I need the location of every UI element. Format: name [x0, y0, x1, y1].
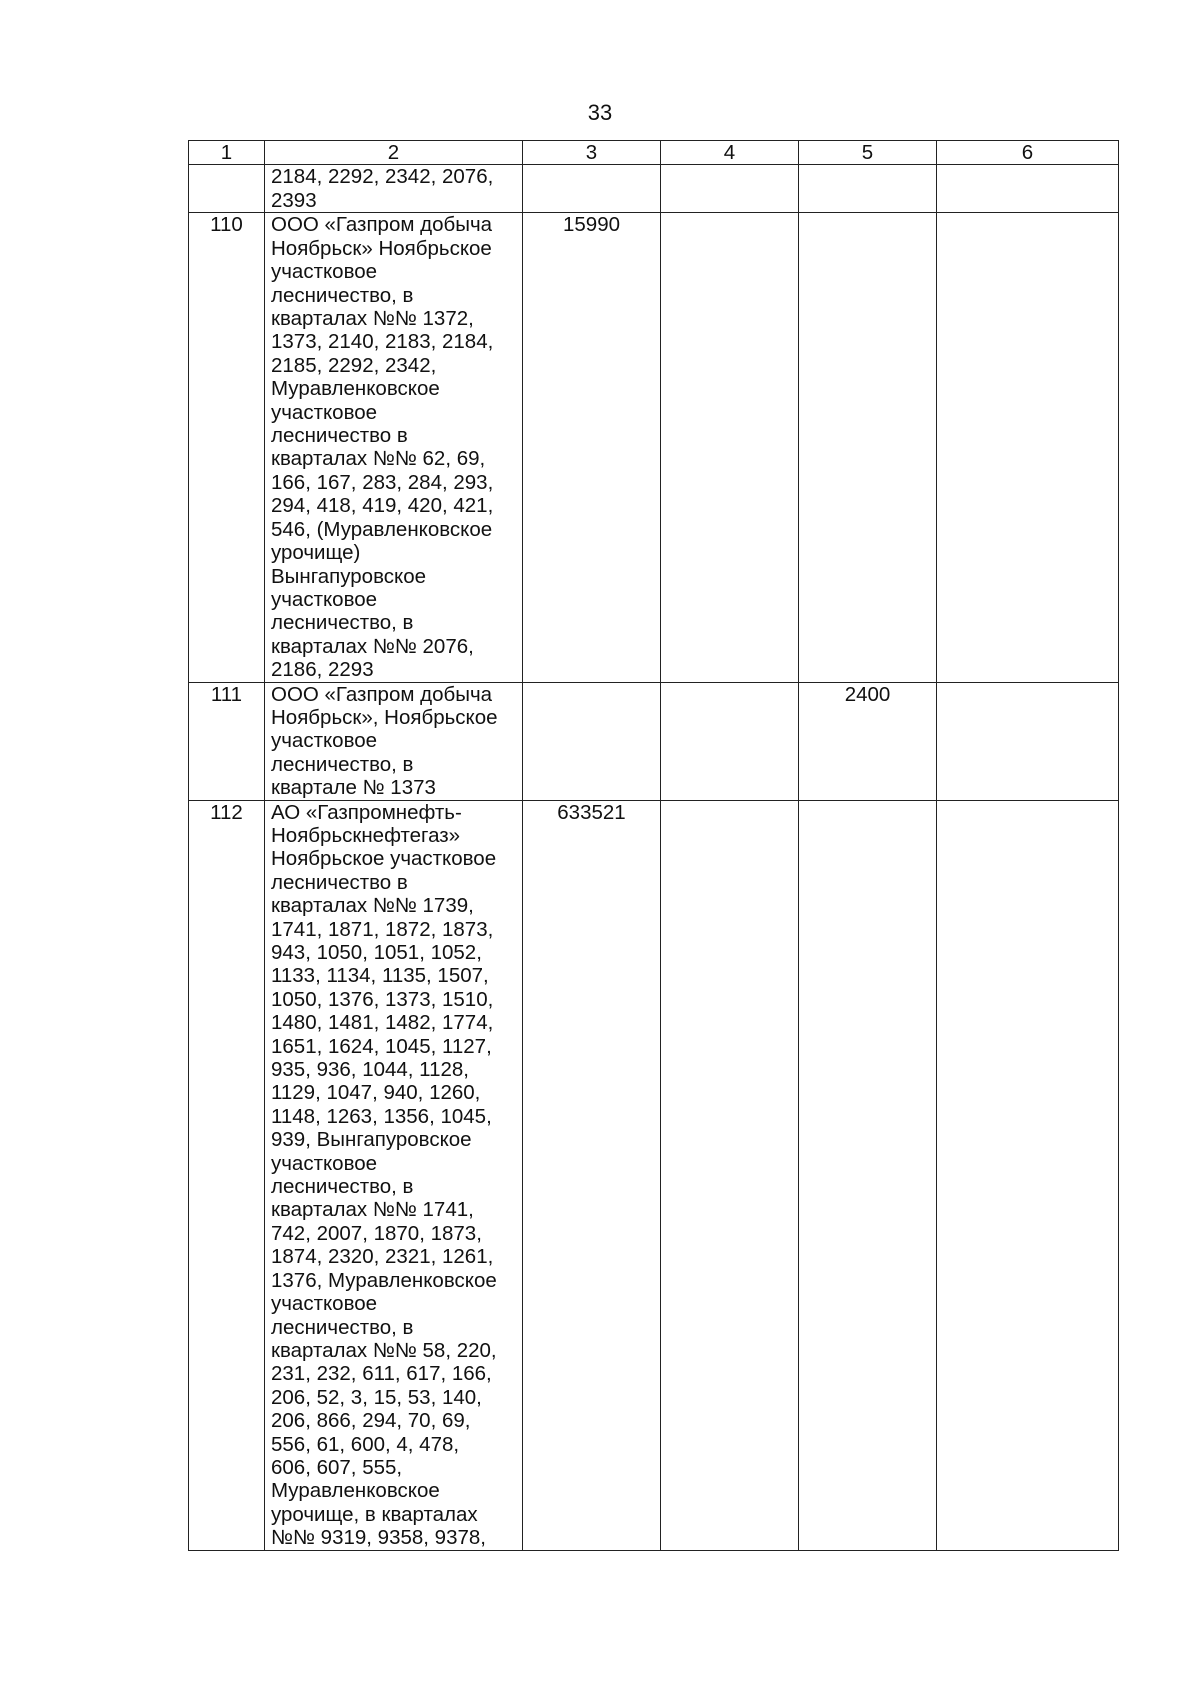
row-number-cell: 112 [189, 800, 265, 1550]
column-6-cell [937, 165, 1119, 213]
column-5-cell [799, 800, 937, 1550]
column-3-cell: 633521 [523, 800, 661, 1550]
column-5-cell: 2400 [799, 682, 937, 800]
row-number-cell: 110 [189, 213, 265, 682]
table-header-row [189, 141, 1119, 165]
column-4-cell [661, 165, 799, 213]
column-6-cell [937, 682, 1119, 800]
column-3-cell [523, 682, 661, 800]
table-row [189, 165, 1119, 213]
column-header: 2 [265, 141, 523, 165]
column-6-cell [937, 800, 1119, 1550]
column-5-cell [799, 165, 937, 213]
column-header: 4 [661, 141, 799, 165]
column-4-cell [661, 800, 799, 1550]
column-4-cell [661, 213, 799, 682]
column-header: 5 [799, 141, 937, 165]
column-header: 6 [937, 141, 1119, 165]
description-cell: ООО «Газпром добыча Ноябрьск» Ноябрьское участковое лесничество, в кварталах №№ 1372, 1373, 2140, 2183, 2184, 2185, 2292, 2342, Муравленковское участковое лесничество в кварталах №№ 62, 69, 166, 167, 283, 284, 293, 294, 418, 419, 420, 421, 546, (Муравленковское урочище) Вынгапуровское участковое лесничество, в кварталах №№ 2076, 2186, 2293 [265, 213, 523, 682]
table-row [189, 800, 1119, 1550]
column-header: 3 [523, 141, 661, 165]
column-header: 1 [189, 141, 265, 165]
table-row [189, 213, 1119, 682]
column-4-cell [661, 682, 799, 800]
row-number-cell [189, 165, 265, 213]
data-table [188, 140, 1119, 1551]
page-number: 33 [587, 100, 613, 125]
table-row [189, 682, 1119, 800]
description-cell: 2184, 2292, 2342, 2076, 2393 [265, 165, 523, 213]
description-cell: ООО «Газпром добыча Ноябрьск», Ноябрьское участковое лесничество, в квартале № 1373 [265, 682, 523, 800]
column-3-cell: 15990 [523, 213, 661, 682]
column-6-cell [937, 213, 1119, 682]
description-cell: АО «Газпромнефть- Ноябрьскнефтегаз» Ноябрьское участковое лесничество в кварталах №№ 1739, 1741, 1871, 1872, 1873, 943, 1050, 1051, 1052, 1133, 1134, 1135, 1507, 1050, 1376, 1373, 1510, 1480, 1481, 1482, 1774, 1651, 1624, 1045, 1127, 935, 936, 1044, 1128, 1129, 1047, 940, 1260, 1148, 1263, 1356, 1045, 939, Вынгапуровское участковое лесничество, в кварталах №№ 1741, 742, 2007, 1870, 1873, 1874, 2320, 2321, 1261, 1376, Муравленковское участковое лесничество, в кварталах №№ 58, 220, 231, 232, 611, 617, 166, 206, 52, 3, 15, 53, 140, 206, 866, 294, 70, 69, 556, 61, 600, 4, 478, 606, 607, 555, Муравленковское урочище, в кварталах №№ 9319, 9358, 9378, [265, 800, 523, 1550]
column-5-cell [799, 213, 937, 682]
row-number-cell: 111 [189, 682, 265, 800]
column-3-cell [523, 165, 661, 213]
